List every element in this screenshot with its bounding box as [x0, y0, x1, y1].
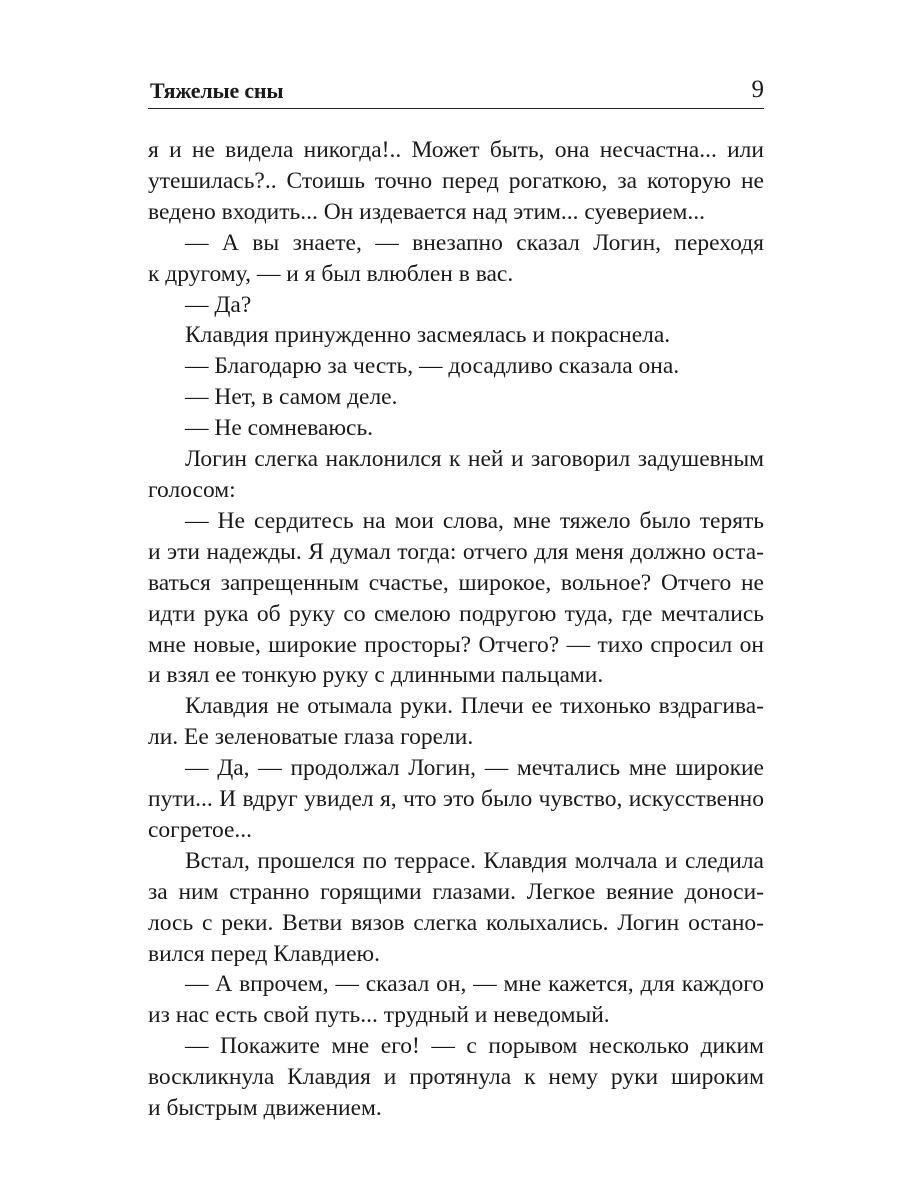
text-line: за ним странно горящими глазами. Легкое веяние доноси- — [148, 878, 764, 905]
text-line: и эти надежды. Я думал тогда: отчего для меня должно оста- — [148, 538, 764, 565]
text-line: утешилась?.. Стоишь точно перед рогаткою, за которую не — [148, 167, 764, 194]
text-line: воскликнула Клавдия и протянула к нему руки широким — [148, 1064, 764, 1091]
book-page — [148, 0, 764, 1200]
text-line: вился перед Клавдиею. — [148, 940, 380, 967]
text-line: ведено входить... Он издевается над этим... суеверием... — [148, 198, 706, 225]
running-head — [148, 74, 764, 109]
text-line: — Не сомневаюсь. — [185, 415, 374, 442]
text-line: Логин слегка наклонился к ней и заговорил задушевным — [185, 446, 764, 473]
text-line: Клавдия не отымала руки. Плечи ее тихонько вздрагива- — [185, 693, 764, 720]
text-line: и взял ее тонкую руку с длинными пальцами. — [148, 662, 604, 689]
text-line: — Покажите мне его! — с порывом несколько диким — [185, 1033, 764, 1060]
text-line: — Нет, в самом деле. — [185, 384, 398, 411]
text-line: к другому, — и я был влюблен в вас. — [148, 260, 514, 287]
text-line: — Да, — продолжал Логин, — мечтались мне широкие — [185, 755, 764, 782]
body-text — [148, 135, 764, 1124]
text-line: ли. Ее зеленоватые глаза горели. — [148, 724, 474, 751]
text-line: — Благодарю за честь, — досадливо сказала она. — [185, 353, 680, 380]
text-line: — Да? — [185, 291, 252, 318]
page-number: 9 — [751, 76, 764, 103]
text-line: пути... И вдруг увидел я, что это было чувство, искусственно — [148, 786, 764, 813]
text-line: голосом: — [148, 476, 236, 503]
text-line: ваться запрещенным счастье, широкое, вольное? Отчего не — [148, 569, 764, 596]
text-line: мне новые, широкие просторы? Отчего? — тихо спросил он — [148, 631, 764, 658]
running-title: Тяжелые сны — [150, 78, 284, 103]
text-line: — А вы знаете, — внезапно сказал Логин, переходя — [185, 229, 764, 256]
text-line: и быстрым движением. — [148, 1095, 382, 1122]
text-line: — А впрочем, — сказал он, — мне кажется, для каждого — [185, 971, 764, 998]
text-line: идти рука об руку со смелою подругою туда, где мечтались — [148, 600, 764, 627]
text-line: Встал, прошелся по террасе. Клавдия молчала и следила — [185, 847, 764, 874]
text-line: — Не сердитесь на мои слова, мне тяжело было терять — [185, 507, 764, 534]
text-line: согретое... — [148, 816, 253, 843]
text-line: я и не видела никогда!.. Может быть, она несчастна... или — [148, 137, 764, 163]
text-line: из нас есть свой путь... трудный и неведомый. — [148, 1002, 610, 1029]
text-line: Клавдия принужденно засмеялась и покраснела. — [185, 322, 671, 349]
text-line: лось с реки. Ветви вязов слегка колыхались. Логин остано- — [148, 909, 764, 936]
